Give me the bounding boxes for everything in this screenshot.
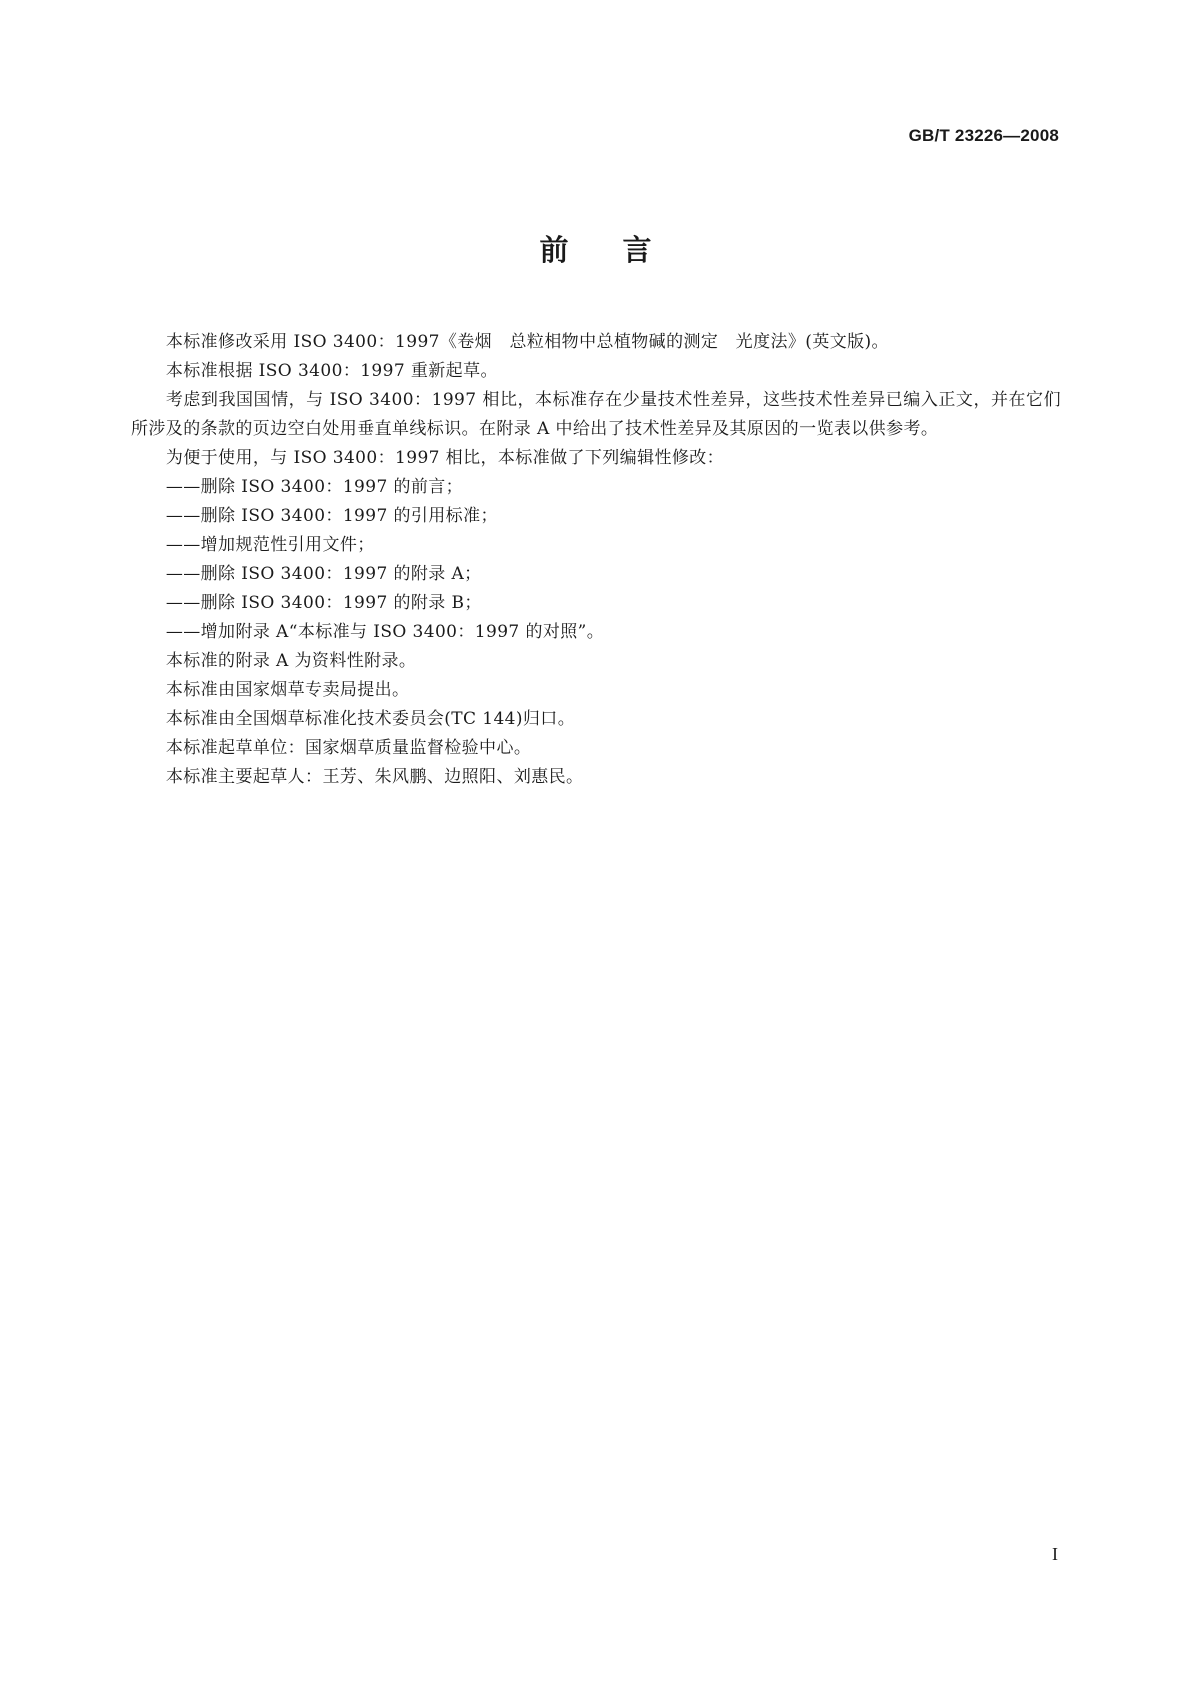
paragraph-technical-committee: 本标准由全国烟草标准化技术委员会(TC 144)归口。	[165, 709, 576, 729]
paragraph-drafters: 本标准主要起草人：王芳、朱风鹏、边照阳、刘惠民。	[165, 767, 584, 787]
page-number: I	[1052, 1544, 1058, 1564]
foreword-body	[131, 328, 1061, 792]
paragraph-technical-differences: 考虑到我国国情，与 ISO 3400：1997 相比，本标准存在少量技术性差异，这些技术性差异已编入正文，并在它们所涉及的条款的页边空白处用垂直单线标识。在附录 A 中给出了技术性差异及其原因的一览表以供参考。	[131, 390, 1061, 439]
standard-code: GB/T 23226—2008	[908, 126, 1059, 145]
paragraph-drafting-unit: 本标准起草单位：国家烟草质量监督检验中心。	[165, 738, 532, 758]
page-title: 前言	[539, 233, 706, 267]
paragraph-redraft: 本标准根据 ISO 3400：1997 重新起草。	[165, 361, 498, 381]
list-item: ——删除 ISO 3400：1997 的引用标准；	[165, 506, 498, 526]
list-item: ——删除 ISO 3400：1997 的附录 A；	[165, 564, 482, 584]
list-item: ——删除 ISO 3400：1997 的前言；	[165, 477, 464, 497]
paragraph-adoption: 本标准修改采用 ISO 3400：1997《卷烟 总粒相物中总植物碱的测定 光度法》(英文版)。	[165, 332, 889, 352]
list-item: ——增加附录 A“本标准与 ISO 3400：1997 的对照”。	[165, 622, 605, 642]
list-item: ——删除 ISO 3400：1997 的附录 B；	[165, 593, 482, 613]
list-item: ——增加规范性引用文件；	[165, 535, 375, 555]
paragraph-proposer: 本标准由国家烟草专卖局提出。	[165, 680, 410, 700]
paragraph-editorial-changes: 为便于使用，与 ISO 3400：1997 相比，本标准做了下列编辑性修改：	[165, 448, 725, 468]
paragraph-annex: 本标准的附录 A 为资料性附录。	[165, 651, 417, 671]
